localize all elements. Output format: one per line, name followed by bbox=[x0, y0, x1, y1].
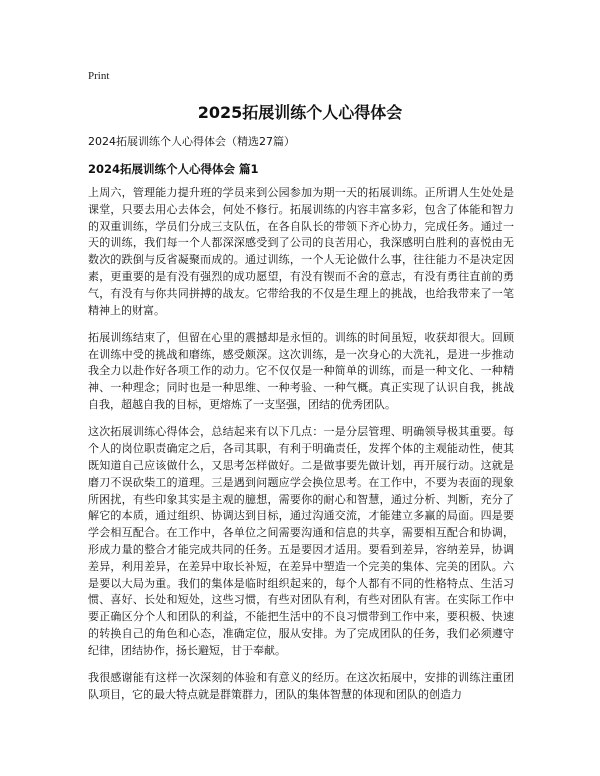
article-body bbox=[88, 185, 514, 714]
section-heading: 2024拓展训练个人心得体会 篇1 bbox=[88, 162, 259, 176]
paragraph: 上周六，管理能力提升班的学员来到公园参加为期一天的拓展训练。正所谓人生处处是课堂，只要去用心去体会，何处不修行。拓展训练的内容丰富多彩，包含了体能和智力的双重训练，学员们分成三支队伍，在各自队长的带领下齐心协力，完成任务。通过一天的训练，我们每一个人都深深感受到了公司的良苦用心，我深感明白胜利的喜悦由无数次的跌倒与反省凝聚而成的。通过训练，一个人无论做什么事，往往能力不是决定因素，更重要的是有没有强烈的成功愿望，有没有锲而不舍的意志，有没有勇往直前的勇气，有没有与你共同拼搏的战友。它带给我的不仅是生理上的挑战，也给我带来了一笔精神上的财富。 bbox=[88, 186, 514, 317]
print-link[interactable]: Print bbox=[88, 70, 110, 82]
paragraph: 我很感谢能有这样一次深刻的体验和有意义的经历。在这次拓展中，安排的训练注重团队项目，它的最大特点就是群策群力，团队的集体智慧的体现和团队的创造力 bbox=[88, 671, 514, 701]
page-title: 2025拓展训练个人心得体会 bbox=[197, 103, 403, 122]
document-subtitle: 2024拓展训练个人心得体会（精选27篇） bbox=[88, 135, 295, 148]
paragraph: 这次拓展训练心得体会，总结起来有以下几点：一是分层管理、明确领导极其重要。每个人的岗位职责确定之后，各司其职，有利于明确责任，发挥个体的主观能动性，使其既知道自己应该做什么，又思考怎样做好。二是做事要先做计划，再开展行动。这就是磨刀不误砍柴工的道理。三是遇到问题应学会换位思考。在工作中，不要为表面的现象所困扰，有些印象其实是主观的臆想，需要你的耐心和智慧，通过分析、判断，充分了解它的本质，通过组织、协调达到目标，通过沟通交流，才能建立多赢的局面。四是要学会相互配合。在工作中，各单位之间需要沟通和信息的共享，需要相互配合和协调，形成力量的整合才能完成共同的任务。五是要因才适用。要看到差异，容纳差异，协调差异，利用差异，在差异中取长补短，在差异中塑造一个完美的集体、完美的团队。六是要以大局为重。我们的集体是临时组织起来的，每个人都有不同的性格特点、生活习惯、喜好、长处和短处，这些习惯，有些对团队有利，有些对团队有害。在实际工作中要正确区分个人和团队的利益，不能把生活中的不良习惯带到工作中来，要积极、快速的转换自己的角色和心态，准确定位，服从安排。为了完成团队的任务，我们必须遵守纪律，团结协作，扬长避短，甘于奉献。 bbox=[88, 425, 514, 657]
paragraph: 拓展训练结束了，但留在心里的震撼却是永恒的。训练的时间虽短，收获却很大。回顾在训练中受的挑战和磨练，感受颇深。这次训练，是一次身心的大洗礼，是进一步推动我全力以赴作好各项工作的动力。它不仅仅是一种简单的训练，而是一种文化、一种精神、一种理念；同时也是一种思维、一种考验、一种气概。真正实现了认识自我，挑战自我，超越自我的目标，更熔炼了一支坚强，团结的优秀团队。 bbox=[88, 330, 514, 412]
